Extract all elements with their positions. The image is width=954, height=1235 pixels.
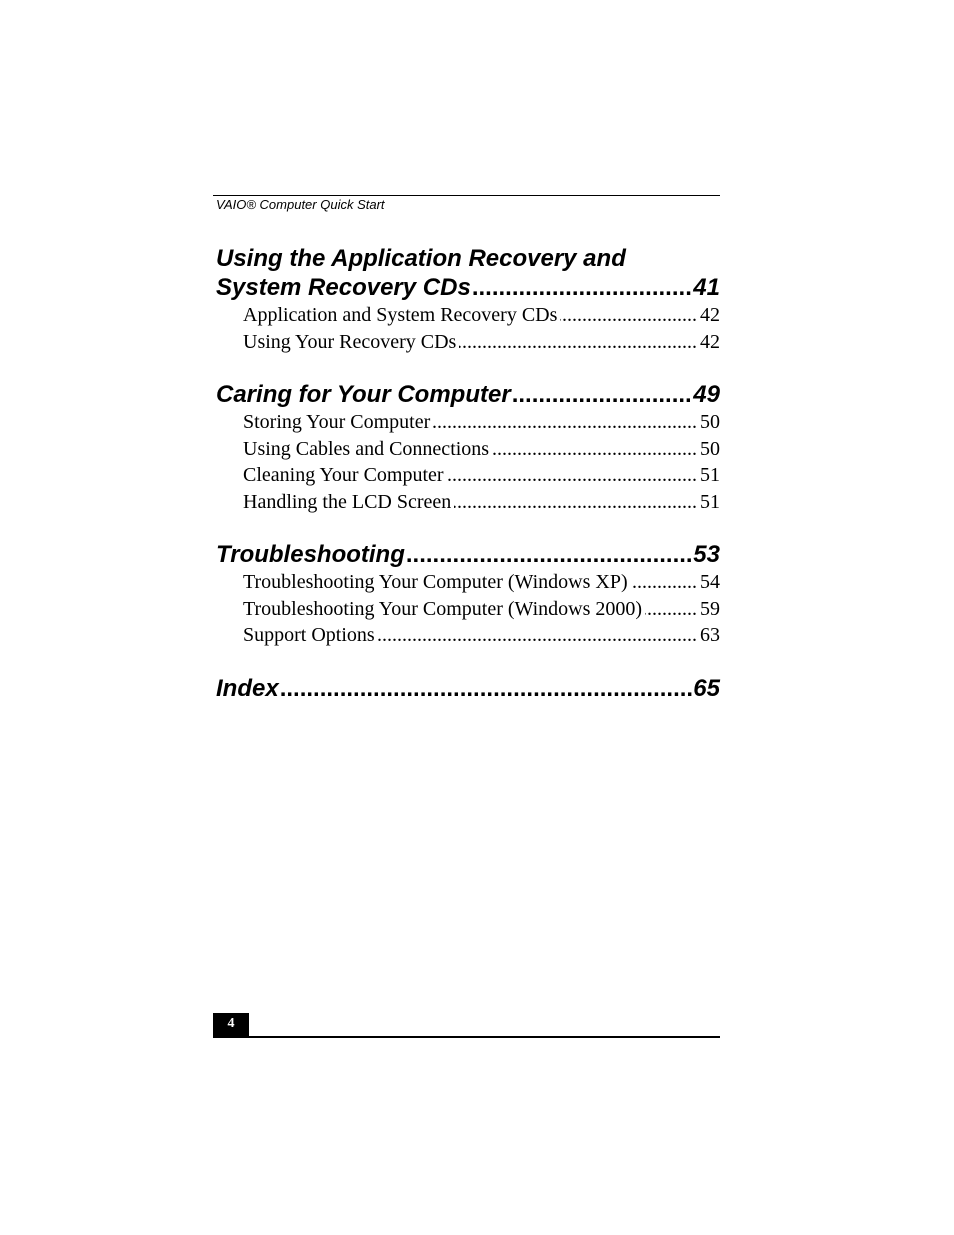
entry-title: Support Options: [243, 624, 375, 646]
toc-entry[interactable]: [243, 489, 720, 516]
toc-entry[interactable]: [243, 462, 720, 489]
entry-page-number: 50: [700, 437, 720, 460]
footer-rule: [213, 1036, 720, 1038]
page-number: 4: [213, 1013, 249, 1037]
dot-leader: [512, 380, 693, 409]
section-heading-row[interactable]: [216, 540, 720, 569]
dot-leader: [631, 569, 697, 596]
section-title: Troubleshooting: [216, 541, 405, 568]
entry-title: Troubleshooting Your Computer (Windows 2000): [243, 597, 643, 620]
section-title: Caring for Your Computer: [216, 381, 511, 408]
dot-leader: [447, 462, 697, 489]
section-title: Index: [216, 674, 279, 702]
toc-entry[interactable]: [243, 436, 720, 463]
toc-section-caring: [216, 380, 720, 515]
dot-leader: [472, 273, 692, 302]
toc-section-index: [216, 674, 720, 703]
entry-page-number: 51: [700, 464, 720, 486]
entry-page-number: 51: [700, 490, 720, 513]
toc-entry[interactable]: [243, 596, 720, 623]
entry-title: Handling the LCD Screen: [243, 490, 452, 513]
section-page-number: 53: [693, 541, 720, 568]
section-page-number: 41: [693, 274, 720, 301]
entry-page-number: 59: [700, 597, 720, 620]
section-page-number: 65: [693, 674, 720, 702]
header-rule: [213, 195, 720, 196]
section-heading-row[interactable]: [216, 273, 720, 302]
entry-title: Using Your Recovery CDs: [243, 330, 457, 353]
dot-leader: [378, 622, 697, 649]
dot-leader: [406, 540, 692, 569]
section-heading-row[interactable]: [216, 380, 720, 409]
section-title: System Recovery CDs: [216, 274, 471, 301]
entry-page-number: 42: [700, 304, 720, 326]
entry-page-number: 54: [700, 571, 720, 593]
running-head: VAIO® Computer Quick Start: [216, 197, 385, 212]
entry-page-number: 63: [700, 624, 720, 646]
entry-title: Application and System Recovery CDs: [243, 304, 558, 326]
table-of-contents: [216, 244, 720, 728]
toc-entry[interactable]: [243, 569, 720, 596]
dot-leader: [492, 436, 697, 463]
section-heading-row[interactable]: [216, 674, 720, 703]
entry-title: Storing Your Computer: [243, 411, 431, 433]
entry-title: Using Cables and Connections: [243, 437, 490, 460]
entry-title: Troubleshooting Your Computer (Windows XP): [243, 571, 628, 593]
entry-page-number: 42: [700, 330, 720, 353]
toc-entry[interactable]: [243, 302, 720, 329]
section-page-number: 49: [693, 381, 720, 408]
entry-title: Cleaning Your Computer: [243, 464, 444, 486]
dot-leader: [560, 302, 697, 329]
dot-leader: [454, 489, 697, 516]
toc-section-troubleshooting: [216, 540, 720, 649]
toc-section-recovery: [216, 244, 720, 355]
toc-entry[interactable]: [243, 622, 720, 649]
toc-entry[interactable]: [243, 409, 720, 436]
dot-leader: [459, 329, 697, 356]
dot-leader: [645, 596, 697, 623]
toc-entry[interactable]: [243, 329, 720, 356]
dot-leader: [280, 674, 693, 703]
dot-leader: [433, 409, 697, 436]
entry-page-number: 50: [700, 411, 720, 433]
section-title-line[interactable]: Using the Application Recovery and: [216, 245, 626, 272]
